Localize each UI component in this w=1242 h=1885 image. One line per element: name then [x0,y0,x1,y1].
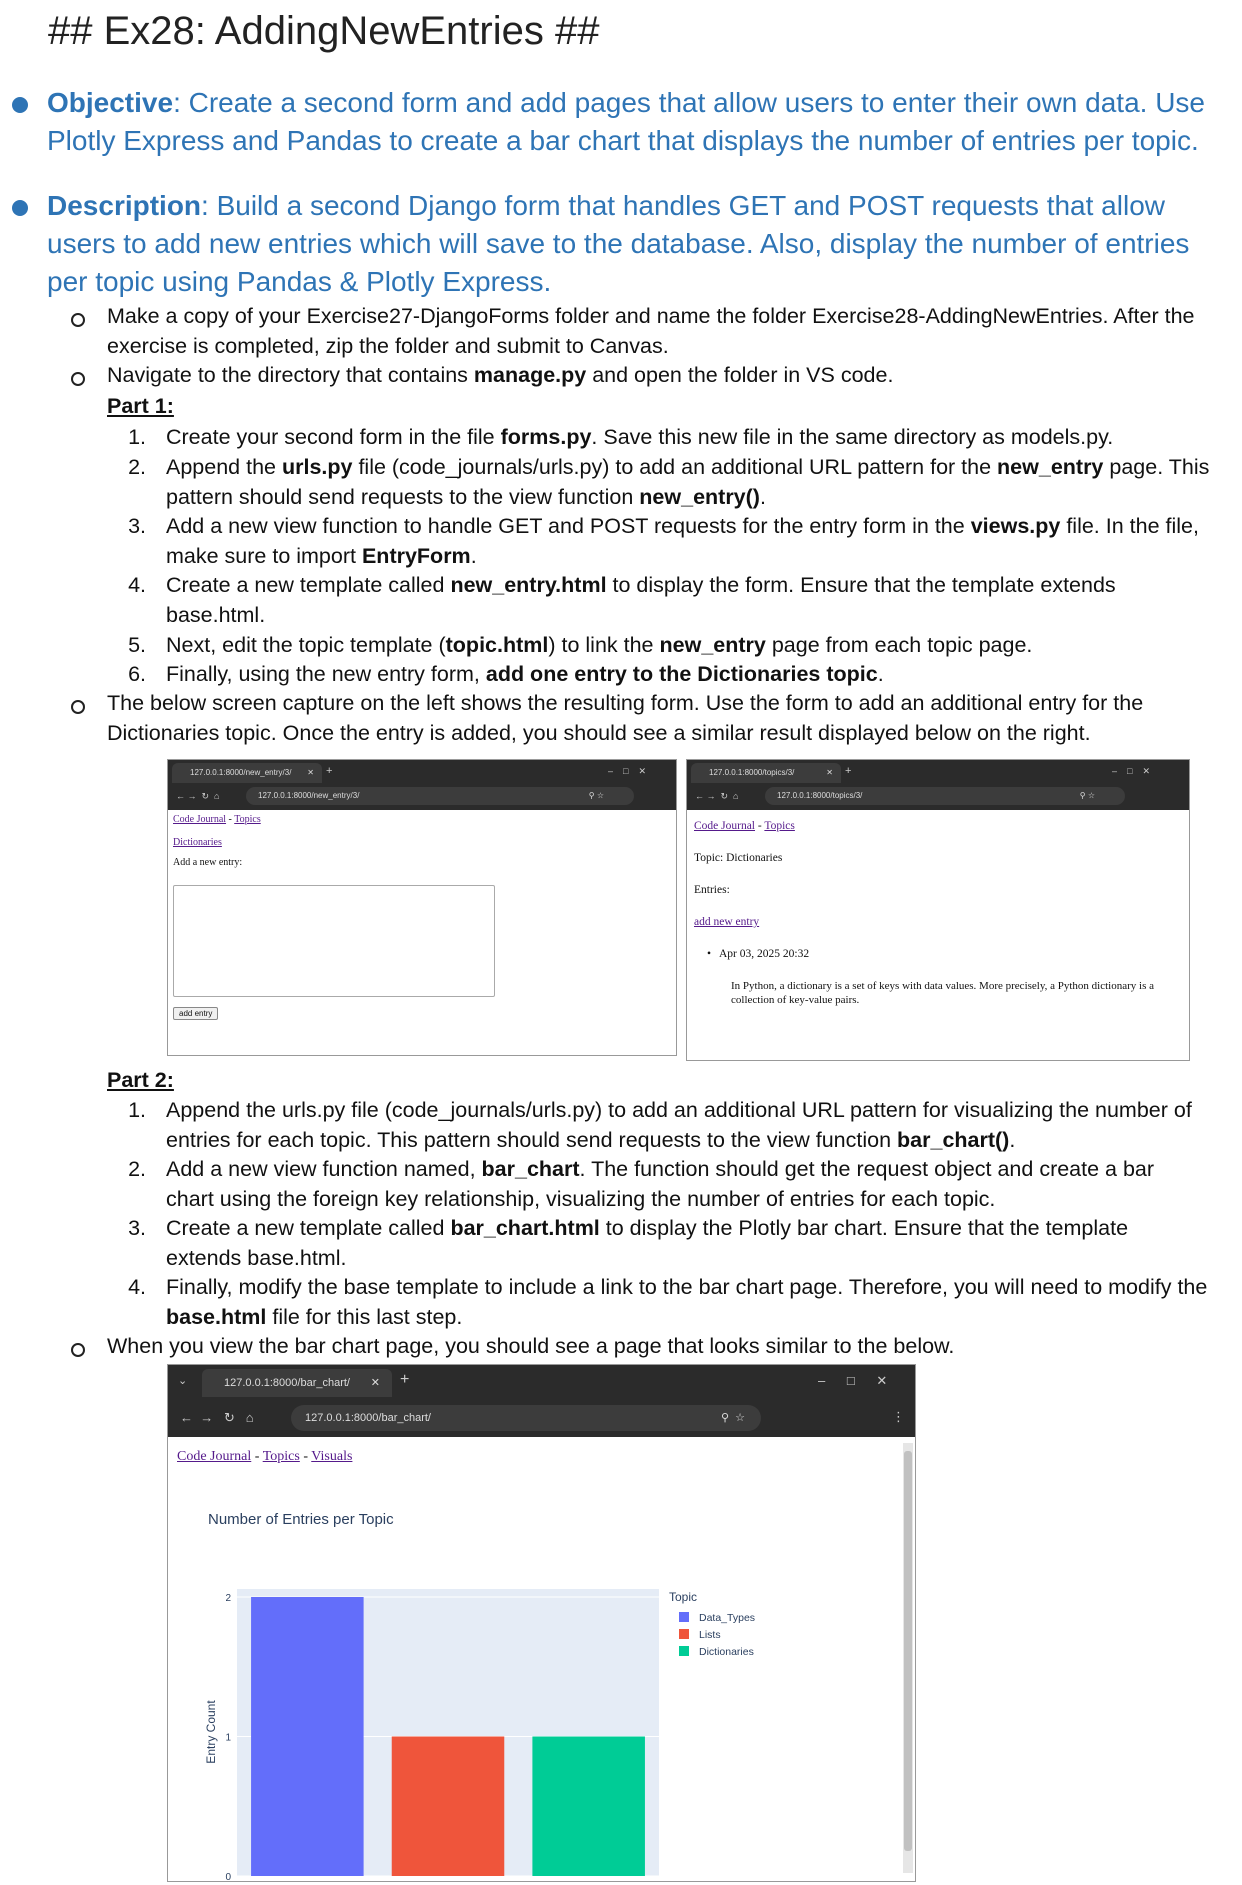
objective-label: Objective [47,87,174,118]
scrollbar-thumb[interactable] [904,1451,912,1851]
legend-item-label: Lists [699,1629,721,1641]
browser-chrome [168,760,676,810]
objective-paragraph [47,84,1227,160]
entry-text: In Python, a dictionary is a set of keys with data values. More precisely, a Python dictionary is a collection of key-value pairs. [731,980,1154,1006]
nav-arrows-icon[interactable]: ← → ↻ ⌂ [180,1410,254,1425]
new-tab-icon[interactable]: + [326,765,333,777]
y-tick-label: 0 [225,1872,231,1880]
part2-heading: Part 2: [107,1068,174,1092]
visuals-link[interactable]: Visuals [311,1449,353,1464]
sub-bullet [71,1343,85,1357]
sub-bullet [71,700,85,714]
part1-step-5: Next, edit the topic template (topic.html) to link the new_entry page from each topic page. [166,633,1033,657]
part1-step-6: Finally, using the new entry form, add one entry to the Dictionaries topic. [166,662,884,686]
description-label: Description [47,190,202,221]
part1-step-3: Add a new view function to handle GET and POST requests for the entry form in the views.py file. In the file, make sure to import EntryForm. [166,514,1199,568]
step-number: 2. [128,455,146,479]
browser-chrome [168,1365,915,1437]
part1-step-1: Create your second form in the file forms.py. Save this new file in the same directory as models.py. [166,425,1114,449]
window-controls[interactable]: – □ ✕ [608,766,646,776]
legend-item-label: Data_Types [699,1612,756,1624]
step-number: 5. [128,633,146,657]
step-number: 1. [128,1098,146,1122]
legend-swatch [679,1629,689,1639]
bar-lists [392,1737,505,1877]
window-controls[interactable]: – □ ✕ [1112,766,1150,776]
legend-swatch [679,1612,689,1622]
address-bar[interactable]: 127.0.0.1:8000/topics/3/ ⚲ ☆ [765,787,1125,805]
new-entry-browser-screenshot [167,759,677,1056]
part1-heading: Part 1: [107,394,174,418]
bar-dictionaries [532,1737,645,1877]
part2-step-3: Create a new template called bar_chart.html to display the Plotly bar chart. Ensure that the template extends base.html. [166,1216,1129,1270]
address-bar[interactable]: 127.0.0.1:8000/bar_chart/ ⚲ ☆ [291,1405,761,1431]
step-number: 1. [128,425,146,449]
description-text: : Build a second Django form that handles GET and POST requests that allow users to add new entries which will save to the database. Also, display the number of entries per topic using Pandas & Plotly Express. [47,190,1190,297]
browser-tab[interactable]: 127.0.0.1:8000/new_entry/3/ ✕ [172,763,322,783]
add-entry-button[interactable]: add entry [173,1007,218,1020]
part2-step-1: Append the urls.py file (code_journals/urls.py) to add an additional URL pattern for visualizing the number of entries for each topic. This pattern should send requests to the view function bar_chart(). [166,1098,1192,1152]
part2-step-2: Add a new view function named, bar_chart. The function should get the request object and create a bar chart using the foreign key relationship, visualizing the number of entries for each topic. [166,1157,1155,1211]
sub-bullet [71,313,85,327]
navigate-post: and open the folder in VS code. [586,363,894,387]
navigate-pre: Navigate to the directory that contains [107,363,474,387]
y-tick-label: 2 [225,1593,231,1604]
menu-icon[interactable]: ⋮ [892,1409,905,1424]
nav-arrows-icon[interactable]: ← → ↻ ⌂ [176,791,220,801]
site-nav: Code Journal - Topics [173,814,261,825]
browser-tab[interactable]: 127.0.0.1:8000/bar_chart/ ✕ [202,1369,392,1397]
step-number: 3. [128,514,146,538]
chart-title: Number of Entries per Topic [208,1511,394,1528]
page-title: ## Ex28: AddingNewEntries ## [48,9,600,53]
entries-label: Entries: [694,884,730,896]
sub-bullet [71,372,85,386]
bullet-dot [12,200,28,216]
navigate-instruction [107,361,1232,391]
code-journal-link[interactable]: Code Journal [177,1449,252,1464]
screen-capture-instruction: The below screen capture on the left shows the resulting form. Use the form to add an additional entry for the Dictionaries topic. Once the entry is added, you should see a similar result displayed below on the right. [107,691,1144,745]
description-paragraph [47,187,1227,301]
y-axis-label: Entry Count [204,1700,218,1764]
code-journal-link[interactable]: Code Journal [694,820,756,832]
part1-step-2: Append the urls.py file (code_journals/urls.py) to add an additional URL pattern for the new_entry page. This pattern should send requests to the view function new_entry(). [166,455,1210,509]
objective-text: : Create a second form and add pages that allow users to enter their own data. Use Plotly Express and Pandas to create a bar chart that displays the number of entries per topic. [47,87,1205,156]
topics-link[interactable]: Topics [234,814,261,825]
site-nav: Code Journal - Topics [694,820,795,832]
bullet-dot [12,97,28,113]
new-tab-icon[interactable]: + [845,765,852,777]
entry-textarea[interactable] [173,885,495,997]
topic-heading: Topic: Dictionaries [694,852,783,864]
step-number: 2. [128,1157,146,1181]
site-nav: Code Journal - Topics - Visuals [177,1449,353,1464]
part1-step-4: Create a new template called new_entry.html to display the form. Ensure that the template extends base.html. [166,573,1116,627]
bar-chart [168,1500,768,1880]
browser-chrome [687,760,1189,810]
legend-swatch [679,1646,689,1656]
topic-link[interactable]: Dictionaries [173,837,222,848]
topics-link[interactable]: Topics [262,1449,300,1464]
scrollbar[interactable] [903,1443,913,1873]
step-number: 4. [128,573,146,597]
topics-link[interactable]: Topics [764,820,795,832]
form-label: Add a new entry: [173,857,243,868]
navigate-bold: manage.py [473,363,587,387]
window-controls[interactable]: – □ ✕ [818,1373,888,1388]
browser-tab[interactable]: 127.0.0.1:8000/topics/3/ ✕ [691,763,841,783]
step-number: 4. [128,1275,146,1299]
y-tick-label: 1 [225,1732,231,1744]
bar-data-types [251,1597,364,1876]
code-journal-link[interactable]: Code Journal [173,814,227,825]
entry-date: • Apr 03, 2025 20:32 [707,948,810,960]
tab-list-icon[interactable]: ⌄ [178,1375,188,1387]
add-new-entry-link[interactable]: add new entry [694,916,760,928]
new-tab-icon[interactable]: + [400,1371,410,1388]
bar-chart-view-instruction: When you view the bar chart page, you should see a page that looks similar to the below. [107,1334,955,1358]
copy-instruction: Make a copy of your Exercise27-DjangoForms folder and name the folder Exercise28-AddingNewEntries. After the exercise is completed, zip the folder and submit to Canvas. [107,304,1195,358]
legend-title: Topic [669,1590,698,1604]
topic-browser-screenshot [686,759,1190,1061]
nav-arrows-icon[interactable]: ← → ↻ ⌂ [695,791,739,801]
address-bar[interactable]: 127.0.0.1:8000/new_entry/3/ ⚲ ☆ [246,787,634,805]
bar-chart-browser-screenshot [167,1364,916,1882]
step-number: 3. [128,1216,146,1240]
legend-item-label: Dictionaries [699,1646,754,1658]
part2-step-4: Finally, modify the base template to include a link to the bar chart page. Therefore, you will need to modify the base.html file for this last step. [166,1275,1208,1329]
step-number: 6. [128,662,146,686]
